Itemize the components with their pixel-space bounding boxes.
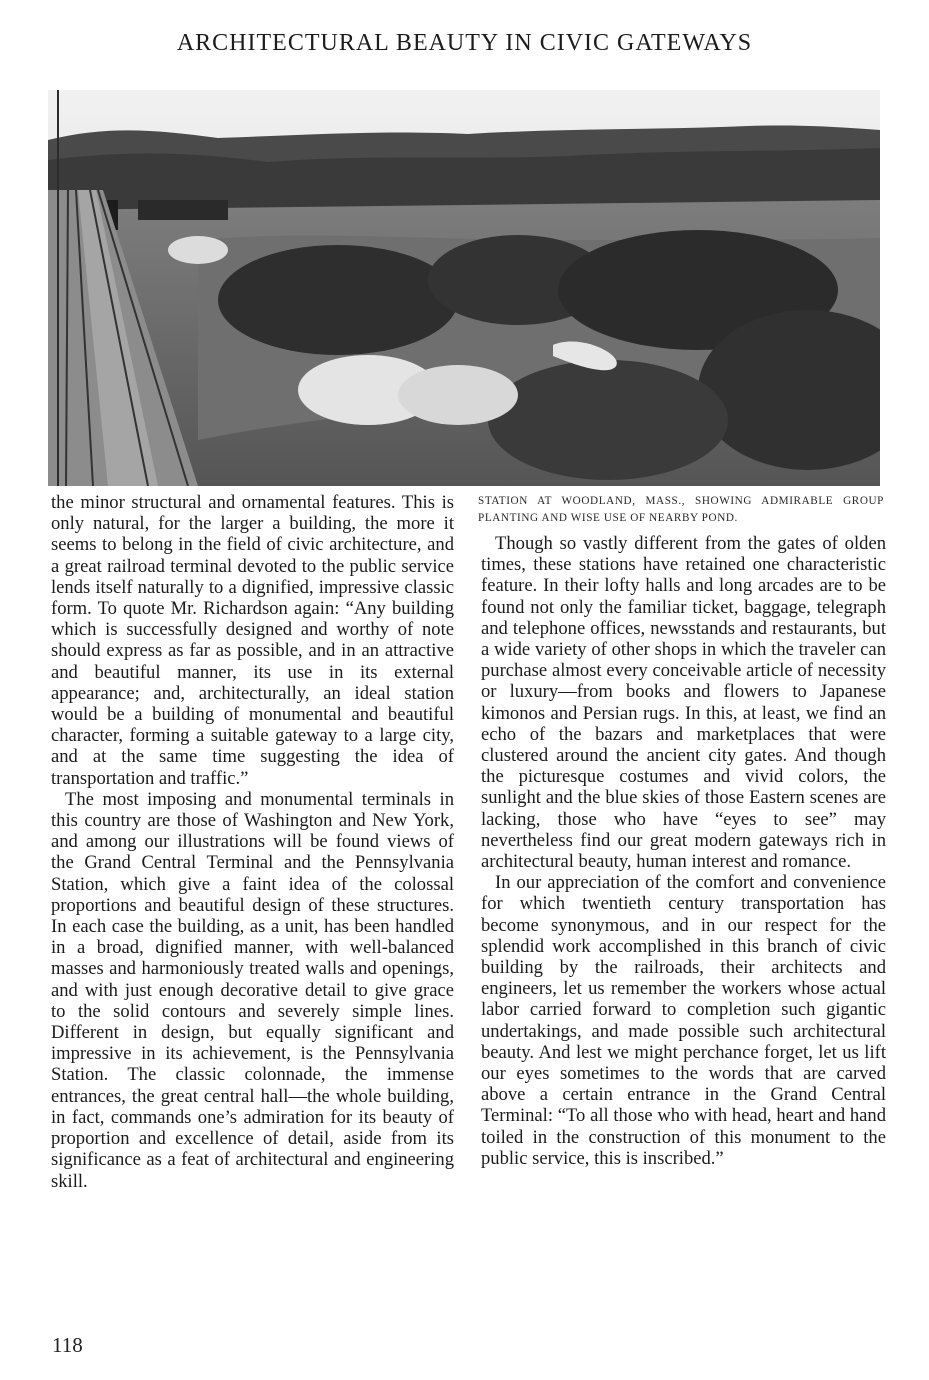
paragraph: The most imposing and monumental terminals in this country are those of Washington and New York, and among our illustrations will be found views of the Grand Central Terminal and the Pennsylvania Station, which give a faint idea of the colossal proportions and beautiful design of these structures. In each case the building, as a unit, has been handled in a broad, dignified manner, with well-balanced masses and harmoniously treated walls and openings, and with just enough decorative detail to give grace to the solid contours and severely simple lines. Different in design, but equally significant and impressive in its achievement, is the Pennsylvania Station. The classic colonnade, the immense entrances, the great central hall—the whole building, in fact, commands one’s admiration for its beauty of proportion and excellence of detail, aside from its significance as a feat of architectural and engineering skill. (51, 788, 454, 1192)
left-column (51, 492, 454, 1192)
page-number: 118 (52, 1333, 83, 1357)
running-head: ARCHITECTURAL BEAUTY IN CIVIC GATEWAYS (176, 30, 753, 56)
paragraph: Though so vastly different from the gates of olden times, these stations have retained one characteristic feature. In their lofty halls and long arcades are to be found not only the familiar ticket, baggage, telegraph and telephone offices, newsstands and restaurants, but a wide variety of other shops in which the traveler can purchase almost every conceivable article of necessity or luxury—from books and flowers to Japanese kimonos and Persian rugs. In this, at least, we find an echo of the bazars and marketplaces that were clustered around the ancient city gates. And though the picturesque costumes and vivid colors, the sunlight and the blue skies of those Eastern scenes are lacking, those who have “eyes to see” may nevertheless find our great modern gateways rich in architectural beauty, human interest and romance. (481, 533, 886, 873)
figure-caption: STATION AT WOODLAND, MASS., SHOWING ADMIRABLE GROUP PLANTING AND WISE USE OF NEARBY POND. (478, 495, 884, 524)
paragraph: the minor structural and ornamental features. This is only natural, for the larger a building, the more it seems to belong in the field of civic architecture, and a great railroad terminal devoted to the public service lends itself naturally to a dignified, impressive classic form. To quote Mr. Richardson again: “Any building which is successfully designed and worthy of note should express as far as possible, and in an attractive and beautiful manner, its use in its external appearance; and, architecturally, an ideal station would be a building of monumental and beautiful character, forming a suitable gateway to a large city, and at the same time suggesting the idea of transportation and traffic.” (51, 492, 454, 789)
station-photograph (48, 90, 880, 486)
right-column (481, 533, 886, 1169)
paragraph: In our appreciation of the comfort and convenience for which twentieth century transportation has become synonymous, and in our respect for the splendid work accomplished in this branch of civic building by the railroads, their architects and engineers, let us remember the workers whose actual labor carried forward to completion such gigantic undertakings, and made possible such architectural beauty. And lest we might perchance forget, let us lift our eyes sometimes to the words that are carved above a certain entrance in the Grand Central Terminal: “To all those who with head, heart and hand toiled in the construction of this monument to the public service, this is inscribed.” (481, 872, 886, 1169)
